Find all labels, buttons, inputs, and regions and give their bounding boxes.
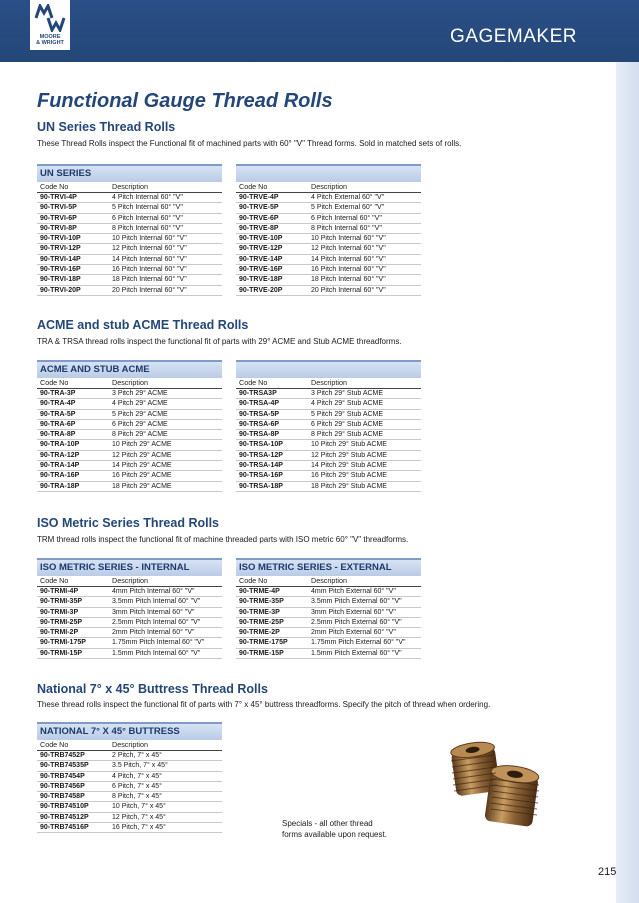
desc-cell: 10 Pitch Internal 60° "V" [311,235,386,243]
page-header [0,0,639,62]
code-cell: 90-TRA-3P [40,390,76,397]
code-cell: 90-TRME-4P [239,588,280,595]
desc-cell: 4 Pitch 29° Stub ACME [311,400,384,408]
code-cell: 90-TRB74512P [40,813,89,821]
desc-cell: 4 Pitch 29° ACME [112,400,168,408]
desc-cell: 10 Pitch Internal 60° "V" [112,235,187,243]
desc-cell: 4 Pitch, 7° x 45° [112,772,162,780]
desc-cell: 6 Pitch 29° ACME [112,420,168,428]
specials-note [282,818,387,840]
table-header-row [236,182,421,193]
code-cell: 90-TRA-18P [40,482,80,490]
page-number: 215 [598,866,617,878]
code-cell: 90-TRVE-14P [239,255,283,263]
table-un-internal [37,164,222,296]
desc-cell: 8 Pitch 29° ACME [112,431,168,439]
table-row [37,597,222,607]
table-row [37,389,222,399]
code-cell: 90-TRVE-10P [239,235,283,243]
table-row [236,638,421,648]
section-title-buttress: National 7° x 45° Buttress Thread Rolls [37,682,268,696]
desc-cell: 1.75mm Pitch Internal 60° "V" [112,639,205,647]
code-cell: 90-TRB74510P [40,803,89,811]
table-row [37,430,222,440]
table-row [37,618,222,628]
note-line-1: Specials - all other thread [282,819,373,828]
desc-cell: 14 Pitch Internal 60° "V" [112,255,187,263]
desc-cell: 2.5mm Pitch Internal 60° "V" [112,618,201,626]
table-row [236,440,421,450]
table-row [236,451,421,461]
code-cell: 90-TRB7452P [40,752,85,759]
desc-cell: 14 Pitch 29° ACME [112,462,172,470]
col-desc-header: Description [311,378,347,387]
code-cell: 90-TRSA-4P [239,400,280,408]
table-row [37,638,222,648]
page-title: Functional Gauge Thread Rolls [37,90,333,112]
desc-cell: 8 Pitch, 7° x 45° [112,793,162,801]
table-row [37,608,222,618]
desc-cell: 1.5mm Pitch Internal 60° "V" [112,649,201,657]
table-row [37,772,222,782]
code-cell: 90-TRA-12P [40,451,80,459]
col-code-header: Code No [40,378,69,387]
desc-cell: 3 Pitch 29° ACME [112,390,168,397]
code-cell: 90-TRVI-18P [40,276,81,284]
col-desc-header: Description [112,576,148,585]
table-heading: NATIONAL 7° X 45° BUTTRESS [37,722,222,740]
desc-cell: 6 Pitch Internal 60° "V" [112,214,183,222]
code-cell: 90-TRVI-16P [40,266,81,274]
desc-cell: 18 Pitch 29° ACME [112,482,172,490]
table-row [37,440,222,450]
table-row [236,389,421,399]
code-cell: 90-TRMI-175P [40,639,86,647]
section-desc-iso: TRM thread rolls inspect the functional fit of machine threaded parts with ISO metric 60° "V" threadforms. [37,535,409,544]
table-heading [236,360,421,378]
table-row [37,471,222,481]
table-row [37,244,222,254]
desc-cell: 2mm Pitch External 60° "V" [311,629,396,637]
table-row [37,265,222,275]
desc-cell: 4mm Pitch Internal 60° "V" [112,588,195,595]
desc-cell: 8 Pitch Internal 60° "V" [311,224,382,232]
section-desc-un: These Thread Rolls inspect the Functional fit of machined parts with 60° "V" Thread forms. Sold in matched sets of rolls. [37,139,462,148]
brand-name: GAGEMAKER [450,26,577,47]
table-row [236,255,421,265]
table-row [37,214,222,224]
code-cell: 90-TRMI-4P [40,588,79,595]
desc-cell: 6 Pitch Internal 60° "V" [311,214,382,222]
code-cell: 90-TRME-35P [239,598,284,606]
table-iso-external [236,558,421,659]
desc-cell: 16 Pitch Internal 60° "V" [311,266,386,274]
table-header-row [37,740,222,751]
desc-cell: 20 Pitch Internal 60° "V" [112,286,187,294]
code-cell: 90-TRA-6P [40,420,76,428]
note-line-2: forms available upon request. [282,830,387,839]
col-code-header: Code No [239,576,268,585]
desc-cell: 5 Pitch 29° ACME [112,410,168,418]
desc-cell: 10 Pitch, 7° x 45° [112,803,166,811]
code-cell: 90-TRSA-8P [239,431,280,439]
table-row [37,628,222,638]
desc-cell: 10 Pitch 29° Stub ACME [311,441,387,449]
desc-cell: 6 Pitch 29° Stub ACME [311,420,384,428]
desc-cell: 16 Pitch 29° ACME [112,472,172,480]
desc-cell: 3mm Pitch External 60° "V" [311,608,396,616]
table-row [236,214,421,224]
thread-roll-image [440,735,560,830]
table-row [37,813,222,823]
table-row [236,234,421,244]
col-code-header: Code No [239,378,268,387]
desc-cell: 3.5mm Pitch External 60° "V" [311,598,402,606]
desc-cell: 3mm Pitch Internal 60° "V" [112,608,195,616]
code-cell: 90-TRB7458P [40,793,85,801]
col-desc-header: Description [112,740,148,749]
code-cell: 90-TRB7456P [40,782,85,790]
desc-cell: 4mm Pitch External 60° "V" [311,588,396,595]
desc-cell: 5 Pitch External 60° "V" [311,204,385,212]
table-heading: UN SERIES [37,164,222,182]
code-cell: 90-TRVI-10P [40,235,81,243]
col-desc-header: Description [311,182,347,191]
section-title-un: UN Series Thread Rolls [37,120,176,134]
code-cell: 90-TRSA-10P [239,441,283,449]
col-code-header: Code No [239,182,268,191]
code-cell: 90-TRVI-4P [40,194,77,201]
table-header-row [37,576,222,587]
table-row [236,420,421,430]
table-row [37,410,222,420]
code-cell: 90-TRVI-20P [40,286,81,294]
code-cell: 90-TRVI-6P [40,214,77,222]
col-code-header: Code No [40,182,69,191]
table-row [236,649,421,659]
code-cell: 90-TRVI-14P [40,255,81,263]
section-title-iso: ISO Metric Series Thread Rolls [37,516,220,530]
side-band [616,62,639,903]
code-cell: 90-TRA-16P [40,472,80,480]
code-cell: 90-TRMI-15P [40,649,83,657]
table-heading [236,164,421,182]
desc-cell: 18 Pitch 29° Stub ACME [311,482,387,490]
desc-cell: 2.5mm Pitch External 60° "V" [311,618,402,626]
table-row [236,587,421,597]
table-header-row [236,378,421,389]
code-cell: 90-TRMI-25P [40,618,83,626]
code-cell: 90-TRVE-8P [239,224,279,232]
table-row [37,234,222,244]
code-cell: 90-TRVE-18P [239,276,283,284]
section-desc-acme: TRA & TRSA thread rolls inspect the functional fit of parts with 29° ACME and Stub ACME threadforms. [37,337,402,346]
table-row [236,597,421,607]
table-row [37,792,222,802]
code-cell: 90-TRVE-20P [239,286,283,294]
code-cell: 90-TRA-10P [40,441,80,449]
desc-cell: 12 Pitch, 7° x 45° [112,813,166,821]
code-cell: 90-TRVE-5P [239,204,279,212]
table-row [37,587,222,597]
table-row [236,628,421,638]
table-header-row [236,576,421,587]
code-cell: 90-TRME-15P [239,649,284,657]
col-desc-header: Description [112,378,148,387]
table-row [236,244,421,254]
desc-cell: 2 Pitch, 7° x 45° [112,752,162,759]
code-cell: 90-TRME-175P [239,639,288,647]
section-title-acme: ACME and stub ACME Thread Rolls [37,318,249,332]
desc-cell: 18 Pitch Internal 60° "V" [311,276,386,284]
desc-cell: 12 Pitch Internal 60° "V" [112,245,187,253]
logo-line-1: MOORE [39,34,61,40]
code-cell: 90-TRMI-35P [40,598,83,606]
code-cell: 90-TRB74516P [40,824,89,832]
table-row [37,420,222,430]
table-acme [37,360,222,492]
table-row [236,608,421,618]
table-row [37,451,222,461]
code-cell: 90-TRVE-6P [239,214,279,222]
code-cell: 90-TRME-3P [239,608,280,616]
table-row [236,286,421,296]
table-row [37,193,222,203]
desc-cell: 16 Pitch, 7° x 45° [112,824,166,832]
code-cell: 90-TRSA3P [239,390,277,397]
code-cell: 90-TRSA-5P [239,410,280,418]
desc-cell: 14 Pitch 29° Stub ACME [311,462,387,470]
desc-cell: 6 Pitch, 7° x 45° [112,782,162,790]
table-buttress [37,722,222,833]
desc-cell: 4 Pitch Internal 60° "V" [112,194,183,201]
code-cell: 90-TRMI-3P [40,608,79,616]
code-cell: 90-TRMI-2P [40,629,79,637]
table-row [236,461,421,471]
desc-cell: 3.5 Pitch, 7° x 45° [112,762,168,770]
col-code-header: Code No [40,576,69,585]
code-cell: 90-TRVI-8P [40,224,77,232]
table-header-row [37,378,222,389]
desc-cell: 8 Pitch 29° Stub ACME [311,431,384,439]
table-heading: ISO METRIC SERIES - EXTERNAL [236,558,421,576]
table-row [236,618,421,628]
desc-cell: 16 Pitch Internal 60° "V" [112,266,187,274]
table-row [236,265,421,275]
desc-cell: 5 Pitch Internal 60° "V" [112,204,183,212]
col-desc-header: Description [112,182,148,191]
table-row [37,782,222,792]
code-cell: 90-TRSA-6P [239,420,280,428]
logo-line-2: & WRIGHT [36,40,64,46]
desc-cell: 12 Pitch 29° Stub ACME [311,451,387,459]
table-row [236,224,421,234]
desc-cell: 3.5mm Pitch Internal 60° "V" [112,598,201,606]
table-row [37,649,222,659]
code-cell: 90-TRVE-16P [239,266,283,274]
desc-cell: 18 Pitch Internal 60° "V" [112,276,187,284]
code-cell: 90-TRA-4P [40,400,76,408]
desc-cell: 3 Pitch 29° Stub ACME [311,390,384,397]
table-row [37,751,222,761]
code-cell: 90-TRA-14P [40,462,80,470]
code-cell: 90-TRVE-4P [239,194,279,201]
code-cell: 90-TRSA-12P [239,451,283,459]
desc-cell: 4 Pitch External 60° "V" [311,194,385,201]
code-cell: 90-TRA-8P [40,431,76,439]
desc-cell: 12 Pitch 29° ACME [112,451,172,459]
code-cell: 90-TRB7454P [40,772,85,780]
table-row [37,286,222,296]
desc-cell: 2mm Pitch Internal 60° "V" [112,629,195,637]
table-stub-acme [236,360,421,492]
table-row [37,823,222,833]
table-row [37,203,222,213]
desc-cell: 1.5mm Pitch External 60° "V" [311,649,402,657]
table-row [37,761,222,771]
table-row [236,399,421,409]
table-row [37,482,222,492]
desc-cell: 5 Pitch 29° Stub ACME [311,410,384,418]
table-row [37,461,222,471]
desc-cell: 8 Pitch Internal 60° "V" [112,224,183,232]
table-row [37,255,222,265]
code-cell: 90-TRVI-12P [40,245,81,253]
table-row [37,802,222,812]
desc-cell: 16 Pitch 29° Stub ACME [311,472,387,480]
code-cell: 90-TRB74535P [40,762,89,770]
col-desc-header: Description [311,576,347,585]
table-row [236,482,421,492]
desc-cell: 10 Pitch 29° ACME [112,441,172,449]
table-row [236,471,421,481]
table-heading: ACME AND STUB ACME [37,360,222,378]
code-cell: 90-TRSA-14P [239,462,283,470]
table-row [236,430,421,440]
table-row [37,224,222,234]
code-cell: 90-TRA-5P [40,410,76,418]
table-header-row [37,182,222,193]
col-code-header: Code No [40,740,69,749]
code-cell: 90-TRME-25P [239,618,284,626]
table-row [236,275,421,285]
code-cell: 90-TRSA-16P [239,472,283,480]
code-cell: 90-TRVI-5P [40,204,77,212]
code-cell: 90-TRVE-12P [239,245,283,253]
section-desc-buttress: These thread rolls inspect the functional fit of parts with 7° x 45° buttress threadforms. Specify the pitch of thread when ordering. [37,700,491,709]
code-cell: 90-TRSA-18P [239,482,283,490]
table-row [236,203,421,213]
brand-logo [30,0,70,50]
table-row [37,399,222,409]
desc-cell: 14 Pitch Internal 60° "V" [311,255,386,263]
table-row [236,410,421,420]
table-heading: ISO METRIC SERIES - INTERNAL [37,558,222,576]
table-row [37,275,222,285]
desc-cell: 12 Pitch Internal 60° "V" [311,245,386,253]
code-cell: 90-TRME-2P [239,629,280,637]
table-un-external [236,164,421,296]
table-row [236,193,421,203]
desc-cell: 1.75mm Pitch External 60° "V" [311,639,406,647]
table-iso-internal [37,558,222,659]
desc-cell: 20 Pitch Internal 60° "V" [311,286,386,294]
